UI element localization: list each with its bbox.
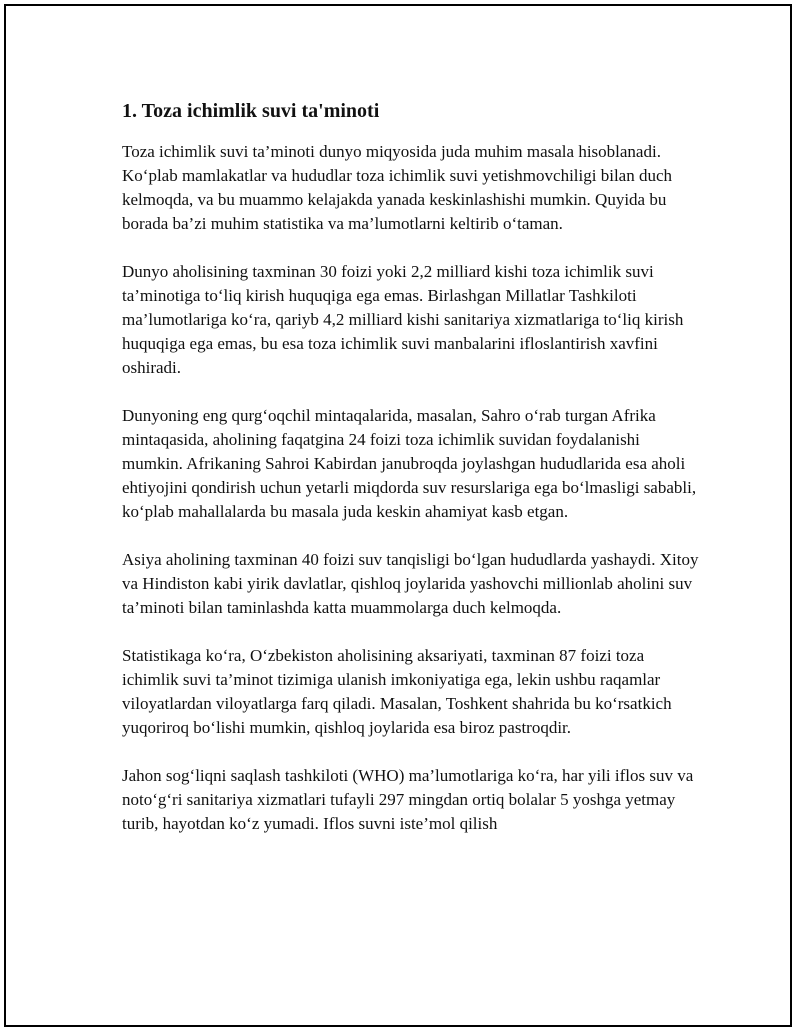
document-content xyxy=(122,98,702,860)
paragraph: Jahon sog‘liqni saqlash tashkiloti (WHO) ma’lumotlariga ko‘ra, har yili iflos suv va noto‘g‘ri sanitariya xizmatlari tufayli 297 mingdan ortiq bolalar 5 yoshga yetmay turib, hayotdan ko‘z yumadi. Iflos suvni iste’mol qilish xyxy=(122,766,694,833)
document-page xyxy=(4,4,792,1027)
section-heading: 1. Toza ichimlik suvi ta'minoti xyxy=(122,100,380,122)
paragraph: Dunyo aholisining taxminan 30 foizi yoki 2,2 milliard kishi toza ichimlik suvi ta’minotiga to‘liq kirish huquqiga ega emas. Birlashgan Millatlar Tashkiloti ma’lumotlariga ko‘ra, qariyb 4,2 milliard kishi sanitariya xizmatlariga to‘liq kirish huquqiga ega emas, bu esa toza ichimlik suvi manbalarini ifloslantirish xavfini oshiradi. xyxy=(122,262,684,377)
paragraph: Dunyoning eng qurg‘oqchil mintaqalarida, masalan, Sahro o‘rab turgan Afrika mintaqasida, aholining faqatgina 24 foizi toza ichimlik suvidan foydalanishi mumkin. Afrikaning Sahroi Kabirdan janubroqda joylashgan hududlarida esa aholi ehtiyojini qondirish uchun yetarli miqdorda suv resurslariga ega bo‘lmasligi sababli, ko‘plab mahallalarda bu masala juda keskin ahamiyat kasb etgan. xyxy=(122,406,697,521)
paragraph: Asiya aholining taxminan 40 foizi suv tanqisligi bo‘lgan hududlarda yashaydi. Xitoy va Hindiston kabi yirik davlatlar, qishloq joylarida yashovchi millionlab aholini suv ta’minoti bilan taminlashda katta muammolarga duch kelmoqda. xyxy=(122,550,699,617)
paragraph: Toza ichimlik suvi ta’minoti dunyo miqyosida juda muhim masala hisoblanadi. Ko‘plab mamlakatlar va hududlar toza ichimlik suvi yetishmovchiligi bilan duch kelmoqda, va bu muammo kelajakda yanada keskinlashishi mumkin. Quyida bu borada ba’zi muhim statistika va ma’lumotlarni keltirib o‘taman. xyxy=(122,142,673,233)
paragraph: Statistikaga ko‘ra, O‘zbekiston aholisining aksariyati, taxminan 87 foizi toza ichimlik suvi ta’minot tizimiga ulanish imkoniyatiga ega, lekin ushbu raqamlar viloyatlardan viloyatlarga farq qiladi. Masalan, Toshkent shahrida bu ko‘rsatkich yuqoriroq bo‘lishi mumkin, qishloq joylarida esa biroz pastroqdir. xyxy=(122,646,672,737)
